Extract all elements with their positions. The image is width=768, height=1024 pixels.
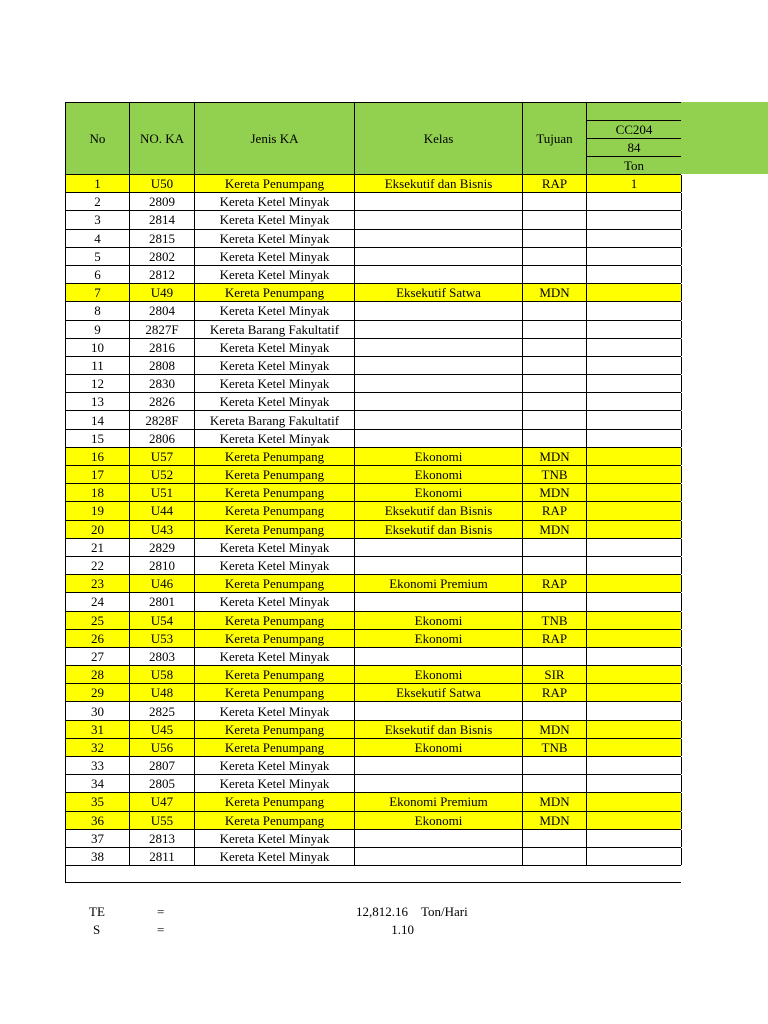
cell-value[interactable] <box>587 830 682 847</box>
cell-value[interactable] <box>587 721 682 738</box>
cell-value[interactable] <box>587 266 682 283</box>
cell-no[interactable]: 29 <box>66 684 130 701</box>
cell-jenis-ka[interactable]: Kereta Ketel Minyak <box>195 775 355 792</box>
cell-jenis-ka[interactable]: Kereta Ketel Minyak <box>195 211 355 228</box>
cell-jenis-ka[interactable]: Kereta Ketel Minyak <box>195 430 355 447</box>
cell-no-ka[interactable]: U45 <box>130 721 195 738</box>
cell-jenis-ka[interactable]: Kereta Ketel Minyak <box>195 702 355 719</box>
table-row <box>65 301 681 319</box>
cell-tujuan[interactable] <box>523 830 587 847</box>
cell-no-ka[interactable]: U43 <box>130 521 195 538</box>
te-equals: = <box>157 904 165 919</box>
cell-value[interactable] <box>587 593 682 610</box>
table-row <box>65 592 681 610</box>
cell-value[interactable] <box>587 411 682 428</box>
cell-no-ka[interactable]: 2814 <box>130 211 195 228</box>
cell-value[interactable] <box>587 466 682 483</box>
cell-jenis-ka[interactable]: Kereta Penumpang <box>195 575 355 592</box>
table-row <box>65 629 681 647</box>
cell-no-ka[interactable]: 2812 <box>130 266 195 283</box>
cell-tujuan[interactable]: TNB <box>523 466 587 483</box>
cell-no[interactable]: 31 <box>66 721 130 738</box>
cell-tujuan[interactable] <box>523 539 587 556</box>
cell-jenis-ka[interactable]: Kereta Ketel Minyak <box>195 248 355 265</box>
cell-kelas[interactable]: Ekonomi <box>355 448 523 465</box>
cell-kelas[interactable] <box>355 702 523 719</box>
table-row <box>65 720 681 738</box>
table-row <box>65 392 681 410</box>
cell-jenis-ka[interactable]: Kereta Penumpang <box>195 666 355 683</box>
cell-jenis-ka[interactable]: Kereta Penumpang <box>195 793 355 810</box>
cell-jenis-ka[interactable]: Kereta Penumpang <box>195 721 355 738</box>
cell-no-ka[interactable]: U50 <box>130 175 195 192</box>
cell-no[interactable]: 17 <box>66 466 130 483</box>
cell-kelas[interactable]: Ekonomi <box>355 812 523 829</box>
table-row <box>65 556 681 574</box>
cell-tujuan[interactable] <box>523 393 587 410</box>
cell-value[interactable] <box>587 630 682 647</box>
cell-no-ka[interactable]: U54 <box>130 612 195 629</box>
cell-kelas[interactable]: Eksekutif Satwa <box>355 684 523 701</box>
cell-no-ka[interactable]: 2804 <box>130 302 195 319</box>
table-row <box>65 374 681 392</box>
cell-value[interactable] <box>587 521 682 538</box>
cell-no-ka[interactable]: 2816 <box>130 339 195 356</box>
table-row <box>65 520 681 538</box>
cell-value[interactable] <box>587 848 682 865</box>
cell-no-ka[interactable]: U55 <box>130 812 195 829</box>
cell-jenis-ka[interactable]: Kereta Penumpang <box>195 630 355 647</box>
cell-tujuan[interactable] <box>523 193 587 210</box>
cell-kelas[interactable] <box>355 339 523 356</box>
cell-tujuan[interactable]: TNB <box>523 739 587 756</box>
cell-jenis-ka[interactable]: Kereta Ketel Minyak <box>195 302 355 319</box>
cell-no[interactable]: 23 <box>66 575 130 592</box>
cell-value[interactable] <box>587 393 682 410</box>
cell-jenis-ka[interactable]: Kereta Ketel Minyak <box>195 848 355 865</box>
table-row <box>65 701 681 719</box>
cell-no-ka[interactable]: 2802 <box>130 248 195 265</box>
cell-value[interactable] <box>587 430 682 447</box>
cell-jenis-ka[interactable]: Kereta Penumpang <box>195 739 355 756</box>
cell-no[interactable]: 14 <box>66 411 130 428</box>
cell-kelas[interactable] <box>355 266 523 283</box>
cell-tujuan[interactable] <box>523 702 587 719</box>
cell-no[interactable]: 13 <box>66 393 130 410</box>
table-row <box>65 192 681 210</box>
table-row <box>65 483 681 501</box>
cell-jenis-ka[interactable]: Kereta Penumpang <box>195 502 355 519</box>
cell-jenis-ka[interactable]: Kereta Ketel Minyak <box>195 557 355 574</box>
table-row <box>65 174 681 192</box>
cell-no-ka[interactable]: 2807 <box>130 757 195 774</box>
cell-tujuan[interactable] <box>523 411 587 428</box>
cell-no[interactable]: 6 <box>66 266 130 283</box>
cell-tujuan[interactable] <box>523 339 587 356</box>
table-row <box>65 447 681 465</box>
cell-no[interactable]: 3 <box>66 211 130 228</box>
table-row <box>65 501 681 519</box>
cell-kelas[interactable]: Eksekutif dan Bisnis <box>355 175 523 192</box>
cell-no-ka[interactable]: 2811 <box>130 848 195 865</box>
cell-tujuan[interactable] <box>523 357 587 374</box>
cell-no[interactable]: 15 <box>66 430 130 447</box>
cell-kelas[interactable] <box>355 393 523 410</box>
cell-kelas[interactable]: Ekonomi <box>355 466 523 483</box>
cell-tujuan[interactable]: RAP <box>523 502 587 519</box>
cell-no-ka[interactable]: 2827F <box>130 321 195 338</box>
cell-no[interactable]: 25 <box>66 612 130 629</box>
table-row <box>65 338 681 356</box>
s-equals: = <box>157 922 165 937</box>
cell-jenis-ka[interactable]: Kereta Ketel Minyak <box>195 830 355 847</box>
train-schedule-table <box>65 102 681 883</box>
cell-tujuan[interactable] <box>523 757 587 774</box>
cell-kelas[interactable]: Ekonomi <box>355 630 523 647</box>
cell-kelas[interactable] <box>355 321 523 338</box>
cell-kelas[interactable] <box>355 539 523 556</box>
cell-no-ka[interactable]: 2805 <box>130 775 195 792</box>
cell-tujuan[interactable] <box>523 302 587 319</box>
cell-no[interactable]: 33 <box>66 757 130 774</box>
cell-jenis-ka[interactable]: Kereta Penumpang <box>195 612 355 629</box>
cell-kelas[interactable]: Ekonomi <box>355 739 523 756</box>
cell-tujuan[interactable]: RAP <box>523 684 587 701</box>
cell-value[interactable] <box>587 502 682 519</box>
cell-no-ka[interactable]: 2803 <box>130 648 195 665</box>
cell-kelas[interactable] <box>355 430 523 447</box>
cell-jenis-ka[interactable]: Kereta Penumpang <box>195 466 355 483</box>
header-green-extension <box>680 102 768 174</box>
header-tujuan[interactable]: Tujuan <box>523 103 587 175</box>
cell-jenis-ka[interactable]: Kereta Penumpang <box>195 521 355 538</box>
cell-tujuan[interactable]: MDN <box>523 812 587 829</box>
cell-kelas[interactable] <box>355 848 523 865</box>
cell-jenis-ka[interactable]: Kereta Barang Fakultatif <box>195 321 355 338</box>
cell-value[interactable] <box>587 666 682 683</box>
cell-no[interactable]: 38 <box>66 848 130 865</box>
cell-no[interactable]: 22 <box>66 557 130 574</box>
cell-kelas[interactable]: Ekonomi <box>355 666 523 683</box>
s-label: S <box>93 922 101 937</box>
cell-jenis-ka[interactable]: Kereta Ketel Minyak <box>195 193 355 210</box>
cell-tujuan[interactable]: MDN <box>523 793 587 810</box>
cell-no[interactable]: 24 <box>66 593 130 610</box>
cell-no[interactable]: 30 <box>66 702 130 719</box>
cell-value[interactable] <box>587 230 682 247</box>
header-unit[interactable]: Ton <box>623 158 645 173</box>
cell-tujuan[interactable] <box>523 430 587 447</box>
header-count[interactable]: 84 <box>587 139 681 157</box>
cell-kelas[interactable]: Ekonomi Premium <box>355 793 523 810</box>
cell-kelas[interactable]: Ekonomi Premium <box>355 575 523 592</box>
header-code[interactable]: CC204 <box>587 121 681 139</box>
cell-no-ka[interactable]: 2813 <box>130 830 195 847</box>
cell-value[interactable] <box>587 321 682 338</box>
cell-value[interactable] <box>587 812 682 829</box>
s-value[interactable]: 1.10 <box>391 922 414 937</box>
cell-no-ka[interactable]: 2815 <box>130 230 195 247</box>
cell-jenis-ka[interactable]: Kereta Ketel Minyak <box>195 393 355 410</box>
cell-value[interactable] <box>587 575 682 592</box>
cell-tujuan[interactable] <box>523 593 587 610</box>
cell-tujuan[interactable]: RAP <box>523 175 587 192</box>
te-label: TE <box>89 904 105 919</box>
cell-jenis-ka[interactable]: Kereta Ketel Minyak <box>195 593 355 610</box>
cell-value[interactable]: 1 <box>587 175 682 192</box>
cell-no[interactable]: 5 <box>66 248 130 265</box>
table-row <box>65 574 681 592</box>
cell-no[interactable]: 20 <box>66 521 130 538</box>
summary-s <box>65 922 485 940</box>
table-row <box>65 611 681 629</box>
cell-no-ka[interactable]: 2809 <box>130 193 195 210</box>
cell-value[interactable] <box>587 739 682 756</box>
table-row <box>65 210 681 228</box>
header-top-blank[interactable] <box>587 103 681 121</box>
cell-jenis-ka[interactable]: Kereta Ketel Minyak <box>195 539 355 556</box>
cell-value[interactable] <box>587 339 682 356</box>
cell-no[interactable]: 34 <box>66 775 130 792</box>
cell-jenis-ka[interactable]: Kereta Penumpang <box>195 484 355 501</box>
cell-jenis-ka[interactable]: Kereta Ketel Minyak <box>195 375 355 392</box>
table-row <box>65 283 681 301</box>
cell-kelas[interactable]: Eksekutif dan Bisnis <box>355 521 523 538</box>
table-row <box>65 829 681 847</box>
cell-no-ka[interactable]: U47 <box>130 793 195 810</box>
cell-no-ka[interactable]: 2830 <box>130 375 195 392</box>
cell-value[interactable] <box>587 357 682 374</box>
cell-kelas[interactable]: Eksekutif Satwa <box>355 284 523 301</box>
cell-no-ka[interactable]: U48 <box>130 684 195 701</box>
cell-no-ka[interactable]: U49 <box>130 284 195 301</box>
table-header <box>65 102 681 174</box>
cell-jenis-ka[interactable]: Kereta Ketel Minyak <box>195 266 355 283</box>
table-row <box>65 247 681 265</box>
cell-kelas[interactable] <box>355 830 523 847</box>
table-row <box>65 465 681 483</box>
cell-tujuan[interactable]: MDN <box>523 284 587 301</box>
cell-kelas[interactable] <box>355 375 523 392</box>
table-empty-row[interactable] <box>65 865 681 883</box>
cell-kelas[interactable] <box>355 193 523 210</box>
table-row <box>65 683 681 701</box>
table-row <box>65 265 681 283</box>
table-row <box>65 410 681 428</box>
cell-value[interactable] <box>587 211 682 228</box>
cell-no-ka[interactable]: 2829 <box>130 539 195 556</box>
cell-no-ka[interactable]: U53 <box>130 630 195 647</box>
cell-tujuan[interactable]: MDN <box>523 721 587 738</box>
cell-kelas[interactable] <box>355 593 523 610</box>
cell-value[interactable] <box>587 557 682 574</box>
cell-tujuan[interactable]: MDN <box>523 484 587 501</box>
cell-value[interactable] <box>587 284 682 301</box>
cell-tujuan[interactable]: RAP <box>523 630 587 647</box>
cell-no[interactable]: 12 <box>66 375 130 392</box>
cell-tujuan[interactable]: SIR <box>523 666 587 683</box>
cell-jenis-ka[interactable]: Kereta Penumpang <box>195 812 355 829</box>
cell-kelas[interactable] <box>355 757 523 774</box>
cell-no-ka[interactable]: U57 <box>130 448 195 465</box>
cell-jenis-ka[interactable]: Kereta Penumpang <box>195 284 355 301</box>
cell-value[interactable] <box>587 375 682 392</box>
cell-no[interactable]: 16 <box>66 448 130 465</box>
cell-kelas[interactable] <box>355 211 523 228</box>
cell-no[interactable]: 8 <box>66 302 130 319</box>
cell-kelas[interactable] <box>355 557 523 574</box>
table-row <box>65 756 681 774</box>
cell-tujuan[interactable] <box>523 848 587 865</box>
cell-kelas[interactable]: Ekonomi <box>355 484 523 501</box>
cell-no-ka[interactable]: U52 <box>130 466 195 483</box>
cell-kelas[interactable] <box>355 411 523 428</box>
cell-value[interactable] <box>587 702 682 719</box>
cell-no-ka[interactable]: 2828F <box>130 411 195 428</box>
cell-jenis-ka[interactable]: Kereta Penumpang <box>195 448 355 465</box>
cell-jenis-ka[interactable]: Kereta Ketel Minyak <box>195 230 355 247</box>
cell-kelas[interactable] <box>355 357 523 374</box>
table-row <box>65 538 681 556</box>
cell-jenis-ka[interactable]: Kereta Ketel Minyak <box>195 757 355 774</box>
cell-value[interactable] <box>587 757 682 774</box>
summary-te <box>65 904 485 922</box>
cell-kelas[interactable] <box>355 302 523 319</box>
cell-no[interactable]: 11 <box>66 357 130 374</box>
cell-tujuan[interactable]: RAP <box>523 575 587 592</box>
cell-value[interactable] <box>587 302 682 319</box>
cell-no-ka[interactable]: U58 <box>130 666 195 683</box>
cell-no[interactable]: 21 <box>66 539 130 556</box>
cell-no[interactable]: 9 <box>66 321 130 338</box>
cell-no-ka[interactable]: U56 <box>130 739 195 756</box>
cell-jenis-ka[interactable]: Kereta Ketel Minyak <box>195 339 355 356</box>
cell-no[interactable]: 4 <box>66 230 130 247</box>
cell-value[interactable] <box>587 448 682 465</box>
cell-tujuan[interactable]: TNB <box>523 612 587 629</box>
cell-tujuan[interactable] <box>523 248 587 265</box>
cell-kelas[interactable] <box>355 775 523 792</box>
cell-jenis-ka[interactable]: Kereta Ketel Minyak <box>195 357 355 374</box>
cell-tujuan[interactable] <box>523 321 587 338</box>
cell-no[interactable]: 1 <box>66 175 130 192</box>
cell-kelas[interactable]: Eksekutif dan Bisnis <box>355 502 523 519</box>
cell-value[interactable] <box>587 684 682 701</box>
cell-jenis-ka[interactable]: Kereta Ketel Minyak <box>195 648 355 665</box>
cell-no-ka[interactable]: 2826 <box>130 393 195 410</box>
header-no[interactable]: No <box>66 103 130 175</box>
table-row <box>65 320 681 338</box>
cell-no-ka[interactable]: U51 <box>130 484 195 501</box>
table-body <box>65 174 681 865</box>
cell-kelas[interactable] <box>355 230 523 247</box>
table-row <box>65 229 681 247</box>
cell-no-ka[interactable]: 2808 <box>130 357 195 374</box>
table-row <box>65 429 681 447</box>
cell-no-ka[interactable]: U46 <box>130 575 195 592</box>
cell-no[interactable]: 7 <box>66 284 130 301</box>
cell-value[interactable] <box>587 775 682 792</box>
cell-no[interactable]: 28 <box>66 666 130 683</box>
cell-tujuan[interactable]: MDN <box>523 521 587 538</box>
cell-no-ka[interactable]: 2810 <box>130 557 195 574</box>
cell-value[interactable] <box>587 793 682 810</box>
table-row <box>65 738 681 756</box>
cell-no[interactable]: 36 <box>66 812 130 829</box>
cell-kelas[interactable] <box>355 248 523 265</box>
te-unit: Ton/Hari <box>421 904 468 919</box>
cell-kelas[interactable]: Eksekutif dan Bisnis <box>355 721 523 738</box>
cell-jenis-ka[interactable]: Kereta Penumpang <box>195 175 355 192</box>
te-value[interactable]: 12,812.16 <box>356 904 408 919</box>
cell-value[interactable] <box>587 539 682 556</box>
cell-no-ka[interactable]: 2825 <box>130 702 195 719</box>
table-row <box>65 792 681 810</box>
cell-jenis-ka[interactable]: Kereta Barang Fakultatif <box>195 411 355 428</box>
cell-tujuan[interactable] <box>523 266 587 283</box>
cell-value[interactable] <box>587 612 682 629</box>
cell-jenis-ka[interactable]: Kereta Penumpang <box>195 684 355 701</box>
cell-value[interactable] <box>587 484 682 501</box>
cell-no[interactable]: 18 <box>66 484 130 501</box>
cell-value[interactable] <box>587 248 682 265</box>
cell-kelas[interactable]: Ekonomi <box>355 612 523 629</box>
cell-no[interactable]: 37 <box>66 830 130 847</box>
header-jenis-ka[interactable]: Jenis KA <box>195 103 355 175</box>
header-kelas[interactable]: Kelas <box>355 103 523 175</box>
cell-tujuan[interactable] <box>523 775 587 792</box>
cell-tujuan[interactable] <box>523 648 587 665</box>
cell-no-ka[interactable]: 2801 <box>130 593 195 610</box>
table-row <box>65 665 681 683</box>
cell-no[interactable]: 10 <box>66 339 130 356</box>
cell-no[interactable]: 2 <box>66 193 130 210</box>
header-no-ka[interactable]: NO. KA <box>130 103 195 175</box>
table-row <box>65 847 681 865</box>
cell-no[interactable]: 35 <box>66 793 130 810</box>
cell-no-ka[interactable]: 2806 <box>130 430 195 447</box>
cell-value[interactable] <box>587 648 682 665</box>
cell-no[interactable]: 27 <box>66 648 130 665</box>
cell-tujuan[interactable] <box>523 211 587 228</box>
table-row <box>65 356 681 374</box>
cell-tujuan[interactable] <box>523 557 587 574</box>
cell-value[interactable] <box>587 193 682 210</box>
table-row <box>65 811 681 829</box>
cell-no[interactable]: 32 <box>66 739 130 756</box>
table-row <box>65 647 681 665</box>
cell-tujuan[interactable]: MDN <box>523 448 587 465</box>
cell-no[interactable]: 26 <box>66 630 130 647</box>
cell-no-ka[interactable]: U44 <box>130 502 195 519</box>
cell-tujuan[interactable] <box>523 375 587 392</box>
cell-tujuan[interactable] <box>523 230 587 247</box>
cell-kelas[interactable] <box>355 648 523 665</box>
table-row <box>65 774 681 792</box>
cell-no[interactable]: 19 <box>66 502 130 519</box>
